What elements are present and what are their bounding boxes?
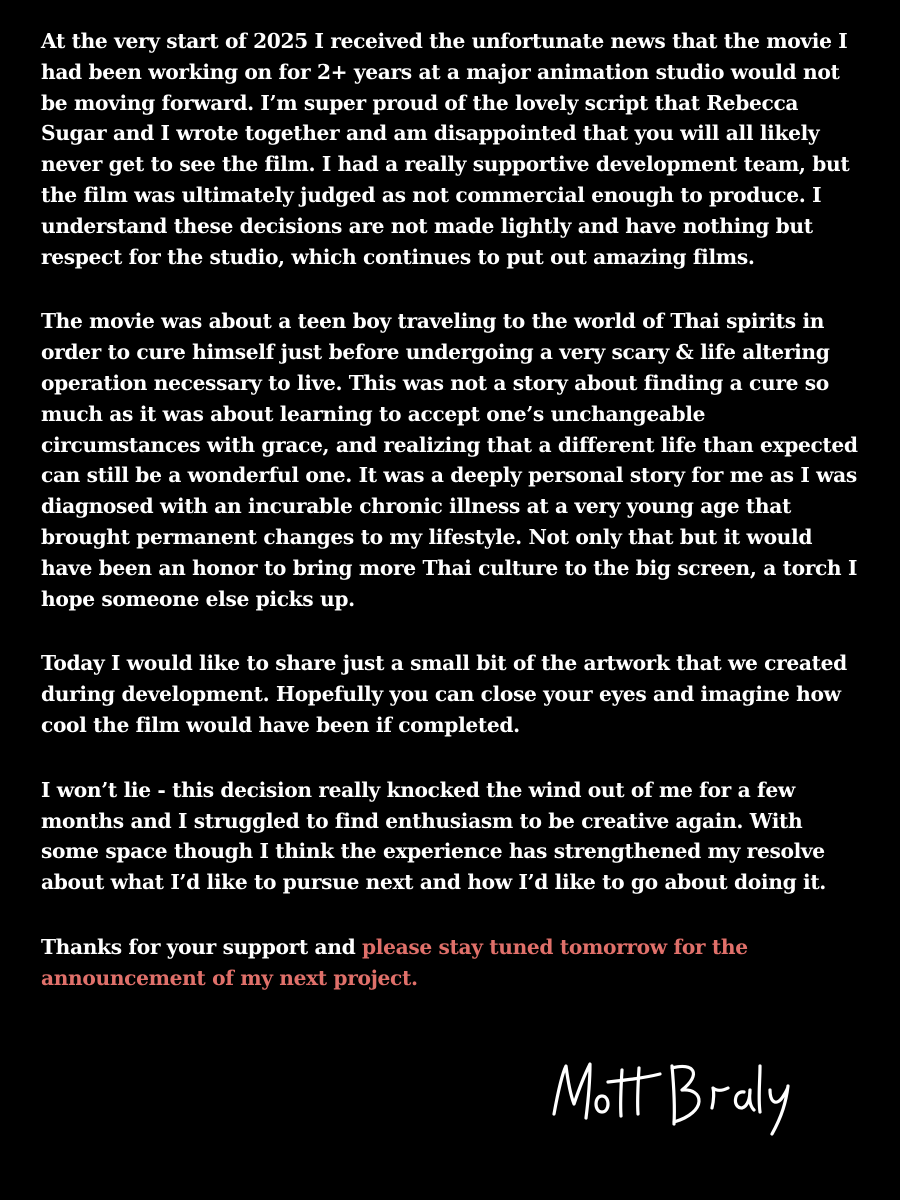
paragraph-reflection: I won’t lie - this decision really knocked the wind out of me for a few months and I struggled to find enthusiasm to be creative again. With some space though I think the experience has strengthened my resolve about what I’d like to pursue next and how I’d like to go about doing it. [41,777,826,895]
paragraph-intro: At the very start of 2025 I received the unfortunate news that the movie I had been working on for 2+ years at a major animation studio would not be moving forward. I’m super proud of the lovely script that Rebecca Sugar and I wrote together and am disappointed that you will all likely never get to see the film. I had a really supportive development team, but the film was ultimately judged as not commercial enough to produce. I understand these decisions are not made lightly and have nothing but respect for the studio, which continues to put out amazing films. [41,29,850,269]
paragraph-closing [41,932,860,994]
handwritten-signature [544,1052,804,1142]
closing-text: Thanks for your support and [41,934,363,959]
paragraph-artwork: Today I would like to share just a small bit of the artwork that we created during development. Hopefully you can close your eyes and imagine how cool the film would have been if completed. [41,651,847,737]
paragraph-story: The movie was about a teen boy traveling to the world of Thai spirits in order to cure himself just before undergoing a very scary & life altering operation necessary to live. This was not a story about finding a cure so much as it was about learning to accept one’s unchangeable circumstances with grace, and realizing that a different life than expected can still be a wonderful one. It was a deeply personal story for me as I was diagnosed with an incurable chronic illness at a very young age that brought permanent changes to my lifestyle. Not only that but it would have been an honor to bring more Thai culture to the big screen, a torch I hope someone else picks up. [41,309,858,611]
announcement-highlight: please stay tuned tomorrow for the announcement of my next project. [41,934,748,990]
